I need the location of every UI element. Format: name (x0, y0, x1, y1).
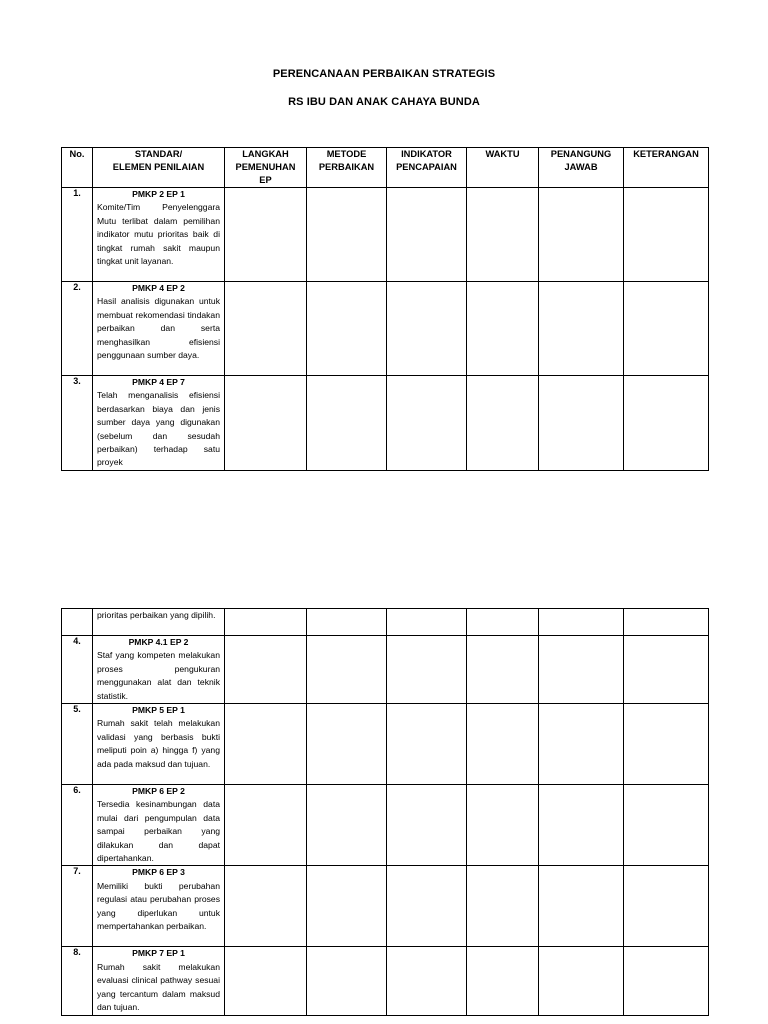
keterangan-cell[interactable] (624, 785, 709, 866)
header-waktu: WAKTU (467, 148, 539, 188)
standard-cell (93, 636, 225, 704)
standard-code: PMKP 5 EP 1 (132, 705, 185, 716)
keterangan-cell[interactable] (624, 609, 709, 636)
waktu-cell[interactable] (467, 785, 539, 866)
langkah-cell[interactable] (225, 636, 307, 704)
table-row (62, 785, 709, 866)
indikator-cell[interactable] (387, 609, 467, 636)
row-number: 3. (62, 376, 93, 471)
waktu-cell[interactable] (467, 636, 539, 704)
standard-description: Rumah sakit melakukan evaluasi clinical pathway sesuai yang tercantum dalam maksud dan tujuan. (97, 961, 220, 1013)
header-langkah-line3: EP (259, 175, 272, 185)
waktu-cell[interactable] (467, 609, 539, 636)
indikator-cell[interactable] (387, 188, 467, 282)
indikator-cell[interactable] (387, 282, 467, 376)
standard-cell (93, 282, 225, 376)
standard-cell (93, 376, 225, 471)
standard-code: PMKP 6 EP 3 (132, 867, 185, 878)
header-indikator-line2: PENCAPAIAN (396, 162, 457, 172)
improvement-plan-table (61, 147, 709, 471)
header-no: No. (62, 148, 93, 188)
table-row-continuation (62, 609, 709, 636)
header-standar-line1: STANDAR/ (134, 149, 183, 159)
standard-code: PMKP 4 EP 2 (132, 283, 185, 293)
keterangan-cell[interactable] (624, 282, 709, 376)
penangung-jawab-cell[interactable] (539, 609, 624, 636)
standard-cell (93, 188, 225, 282)
metode-cell[interactable] (307, 282, 387, 376)
langkah-cell[interactable] (225, 188, 307, 282)
standard-code: PMKP 4 EP 7 (132, 377, 185, 387)
header-langkah-line2: PEMENUHAN (235, 162, 296, 172)
standard-description: Komite/Tim Penyelenggara Mutu terlibat dalam pemilihan indikator mutu prioritas baik di tingkat rumah sakit maupun tingkat unit layanan. (97, 202, 220, 267)
document-title: PERENCANAAN PERBAIKAN STRATEGIS (272, 68, 496, 80)
metode-cell[interactable] (307, 704, 387, 785)
metode-cell[interactable] (307, 785, 387, 866)
langkah-cell[interactable] (225, 704, 307, 785)
indikator-cell[interactable] (387, 785, 467, 866)
waktu-cell[interactable] (467, 704, 539, 785)
langkah-cell[interactable] (225, 785, 307, 866)
waktu-cell[interactable] (467, 282, 539, 376)
penangung-jawab-cell[interactable] (539, 785, 624, 866)
keterangan-cell[interactable] (624, 188, 709, 282)
penangung-jawab-cell[interactable] (539, 282, 624, 376)
header-langkah (225, 148, 307, 188)
penangung-jawab-cell[interactable] (539, 376, 624, 471)
keterangan-cell[interactable] (624, 376, 709, 471)
header-penangung-jawab (539, 148, 624, 188)
improvement-plan-table-continued (61, 608, 709, 1016)
langkah-cell[interactable] (225, 947, 307, 1015)
langkah-cell[interactable] (225, 866, 307, 947)
standard-description: Tersedia kesinambungan data mulai dari pengumpulan data sampai perbaikan yang dilakukan dan dapat dipertahankan. (97, 799, 220, 864)
header-standar (93, 148, 225, 188)
standard-code: PMKP 2 EP 1 (132, 189, 185, 199)
header-keterangan: KETERANGAN (624, 148, 709, 188)
metode-cell[interactable] (307, 947, 387, 1015)
table-row (62, 282, 709, 376)
penangung-jawab-cell[interactable] (539, 866, 624, 947)
penangung-jawab-cell[interactable] (539, 188, 624, 282)
header-indikator (387, 148, 467, 188)
row-number: 8. (62, 947, 93, 1015)
standard-description: Telah menganalisis efisiensi berdasarkan biaya dan jenis sumber daya yang digunakan (sebelum dan sesudah perbaikan) terhadap satu proyek (97, 390, 220, 468)
indikator-cell[interactable] (387, 866, 467, 947)
penangung-jawab-cell[interactable] (539, 704, 624, 785)
metode-cell[interactable] (307, 866, 387, 947)
indikator-cell[interactable] (387, 376, 467, 471)
langkah-cell[interactable] (225, 609, 307, 636)
row-number: 6. (62, 785, 93, 866)
waktu-cell[interactable] (467, 376, 539, 471)
keterangan-cell[interactable] (624, 947, 709, 1015)
document-subtitle: RS IBU DAN ANAK CAHAYA BUNDA (288, 96, 480, 108)
standard-code: PMKP 7 EP 1 (132, 948, 185, 959)
waktu-cell[interactable] (467, 947, 539, 1015)
metode-cell[interactable] (307, 636, 387, 704)
table-row (62, 376, 709, 471)
waktu-cell[interactable] (467, 866, 539, 947)
table-row (62, 947, 709, 1015)
langkah-cell[interactable] (225, 282, 307, 376)
table-row (62, 704, 709, 785)
header-metode-line2: PERBAIKAN (318, 162, 375, 172)
waktu-cell[interactable] (467, 188, 539, 282)
header-langkah-line1: LANGKAH (242, 149, 289, 159)
header-metode (307, 148, 387, 188)
header-metode-line1: METODE (326, 149, 367, 159)
header-indikator-line1: INDIKATOR (401, 149, 452, 159)
row-number: 7. (62, 866, 93, 947)
standard-cell (93, 947, 225, 1015)
row-number: 2. (62, 282, 93, 376)
standard-description: Rumah sakit telah melakukan validasi yang berbasis bukti meliputi poin a) hingga f) yang ada pada maksud dan tujuan. (97, 718, 220, 769)
metode-cell[interactable] (307, 188, 387, 282)
header-penangung-line2: JAWAB (564, 162, 598, 172)
row-number: 5. (62, 704, 93, 785)
standard-cell (93, 785, 225, 866)
standard-cell (93, 704, 225, 785)
penangung-jawab-cell[interactable] (539, 947, 624, 1015)
metode-cell[interactable] (307, 376, 387, 471)
standard-code: PMKP 4.1 EP 2 (128, 637, 189, 647)
table-row (62, 636, 709, 704)
indikator-cell[interactable] (387, 947, 467, 1015)
metode-cell[interactable] (307, 609, 387, 636)
standard-code: PMKP 6 EP 2 (132, 786, 185, 797)
standard-cell (93, 609, 225, 636)
penangung-jawab-cell[interactable] (539, 636, 624, 704)
header-standar-line2: ELEMEN PENILAIAN (112, 162, 205, 172)
keterangan-cell[interactable] (624, 866, 709, 947)
keterangan-cell[interactable] (624, 704, 709, 785)
standard-description: Hasil analisis digunakan untuk membuat rekomendasi tindakan perbaikan dan serta menghasilkan efisiensi penggunaan sumber daya. (97, 296, 220, 361)
table-row (62, 188, 709, 282)
row-number (62, 609, 93, 636)
table-header-row (62, 148, 709, 188)
table-row (62, 866, 709, 947)
row-number: 4. (62, 636, 93, 704)
indikator-cell[interactable] (387, 704, 467, 785)
standard-description: Memiliki bukti perubahan regulasi atau perubahan proses yang diperlukan untuk mempertahankan perbaikan. (97, 880, 220, 932)
langkah-cell[interactable] (225, 376, 307, 471)
header-penangung-line1: PENANGUNG (550, 149, 612, 159)
standard-description: prioritas perbaikan yang dipilih. (97, 610, 216, 620)
row-number: 1. (62, 188, 93, 282)
standard-description: Staf yang kompeten melakukan proses pengukuran menggunakan alat dan teknik statistik. (97, 650, 220, 701)
keterangan-cell[interactable] (624, 636, 709, 704)
indikator-cell[interactable] (387, 636, 467, 704)
standard-cell (93, 866, 225, 947)
